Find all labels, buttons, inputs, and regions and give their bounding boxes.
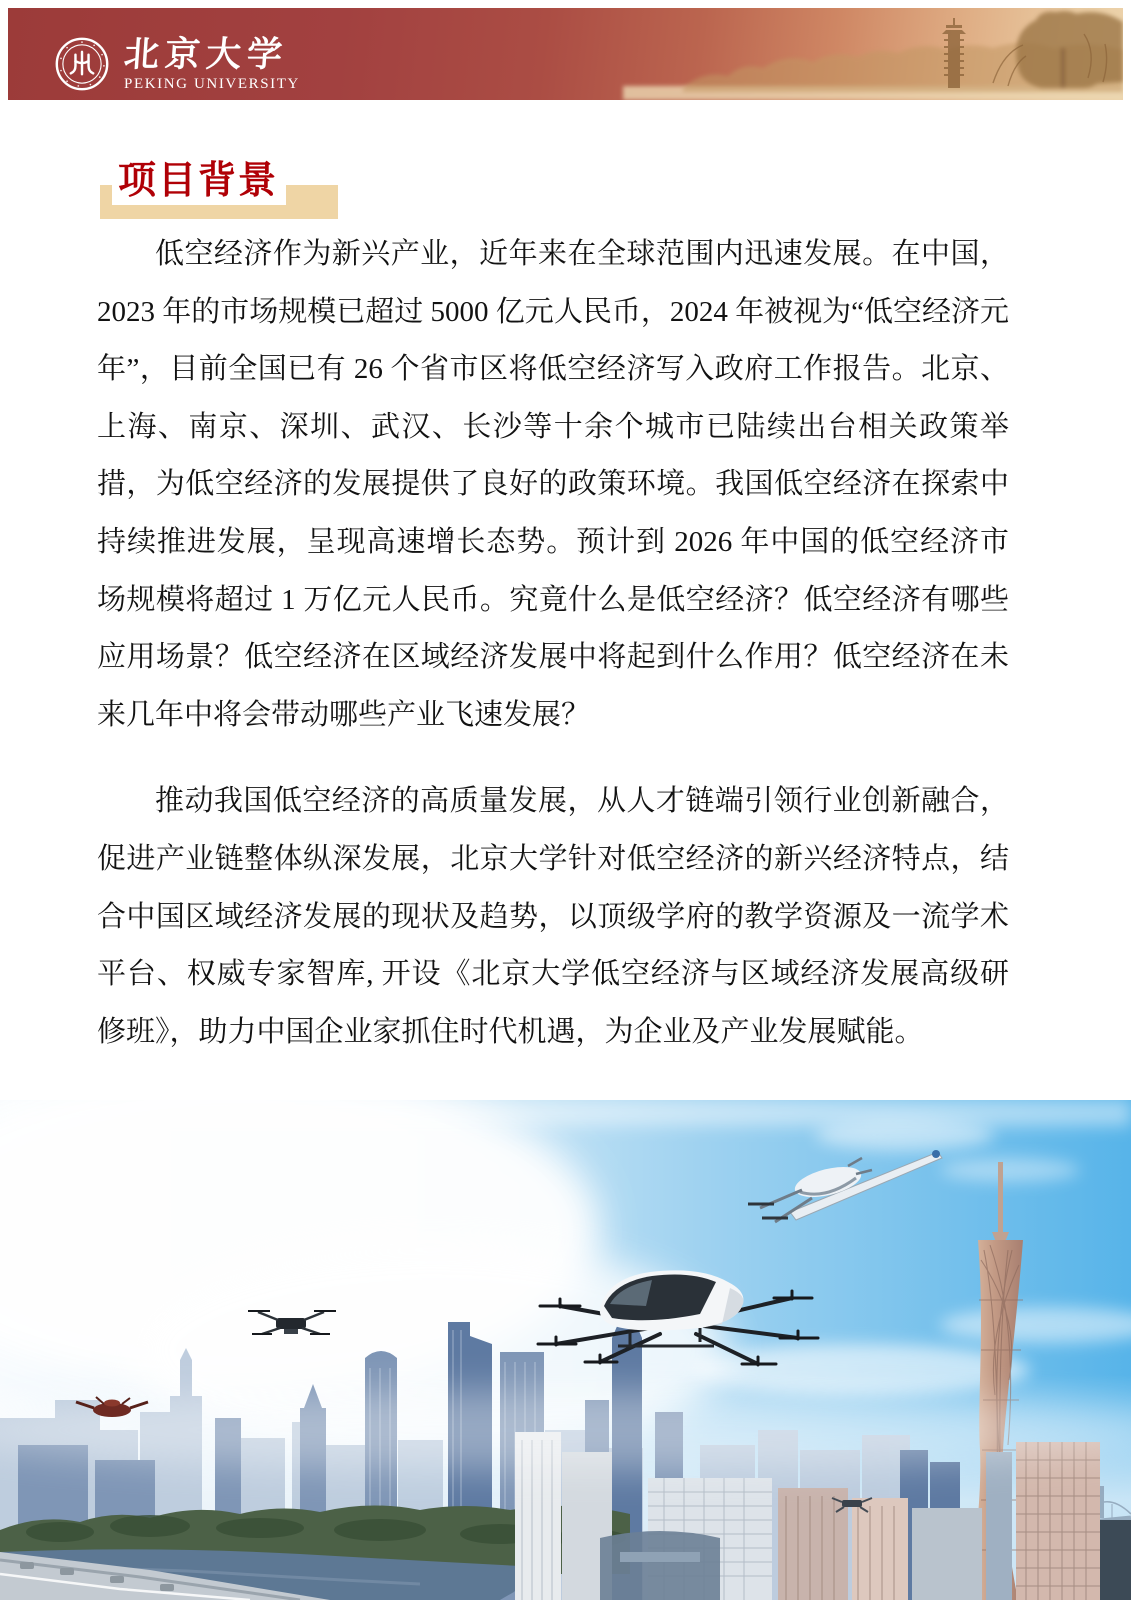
body-text bbox=[97, 226, 1009, 1061]
campus-pagoda-art bbox=[563, 8, 1123, 100]
university-logo-group bbox=[54, 36, 300, 92]
paragraph-background-2: 推动我国低空经济的高质量发展，从人才链端引领行业创新融合，促进产业链整体纵深发展，北京大学针对低空经济的新兴经济特点，结合中国区域经济发展的现状及趋势，以顶级学府的教学资源及一流学术平台、权威专家智库, 开设《北京大学低空经济与区域经济发展高级研修班》，助力中国企业家抓住时代机遇，为企业及产业发展赋能。 bbox=[97, 785, 1009, 1048]
peking-university-seal-icon bbox=[54, 36, 110, 92]
city-low-altitude-photo bbox=[0, 1100, 1131, 1600]
header-banner bbox=[8, 8, 1123, 100]
section-title: 项目背景 bbox=[118, 160, 279, 202]
section-title-box bbox=[112, 159, 286, 205]
university-name-cn: 北京大学 bbox=[122, 35, 290, 74]
university-name-en: PEKING UNIVERSITY bbox=[124, 76, 300, 92]
paragraph-background-1: 低空经济作为新兴产业，近年来在全球范围内迅速发展。在中国，2023 年的市场规模已超过 5000 亿元人民币，2024 年被视为“低空经济元年”，目前全国已有 26 个省市区将低空经济写入政府工作报告。北京、上海、南京、深圳、武汉、长沙等十余个城市已陆续出台相关政策举措，为低空经济的发展提供了良好的政策环境。我国低空经济在探索中持续推进发展，呈现高速增长态势。预计到 2026 年中国的低空经济市场规模将超过 1 万亿元人民币。究竟什么是低空经济？低空经济有哪些应用场景？低空经济在区域经济发展中将起到什么作用？低空经济在未来几年中将会带动哪些产业飞速发展？ bbox=[97, 238, 1009, 731]
